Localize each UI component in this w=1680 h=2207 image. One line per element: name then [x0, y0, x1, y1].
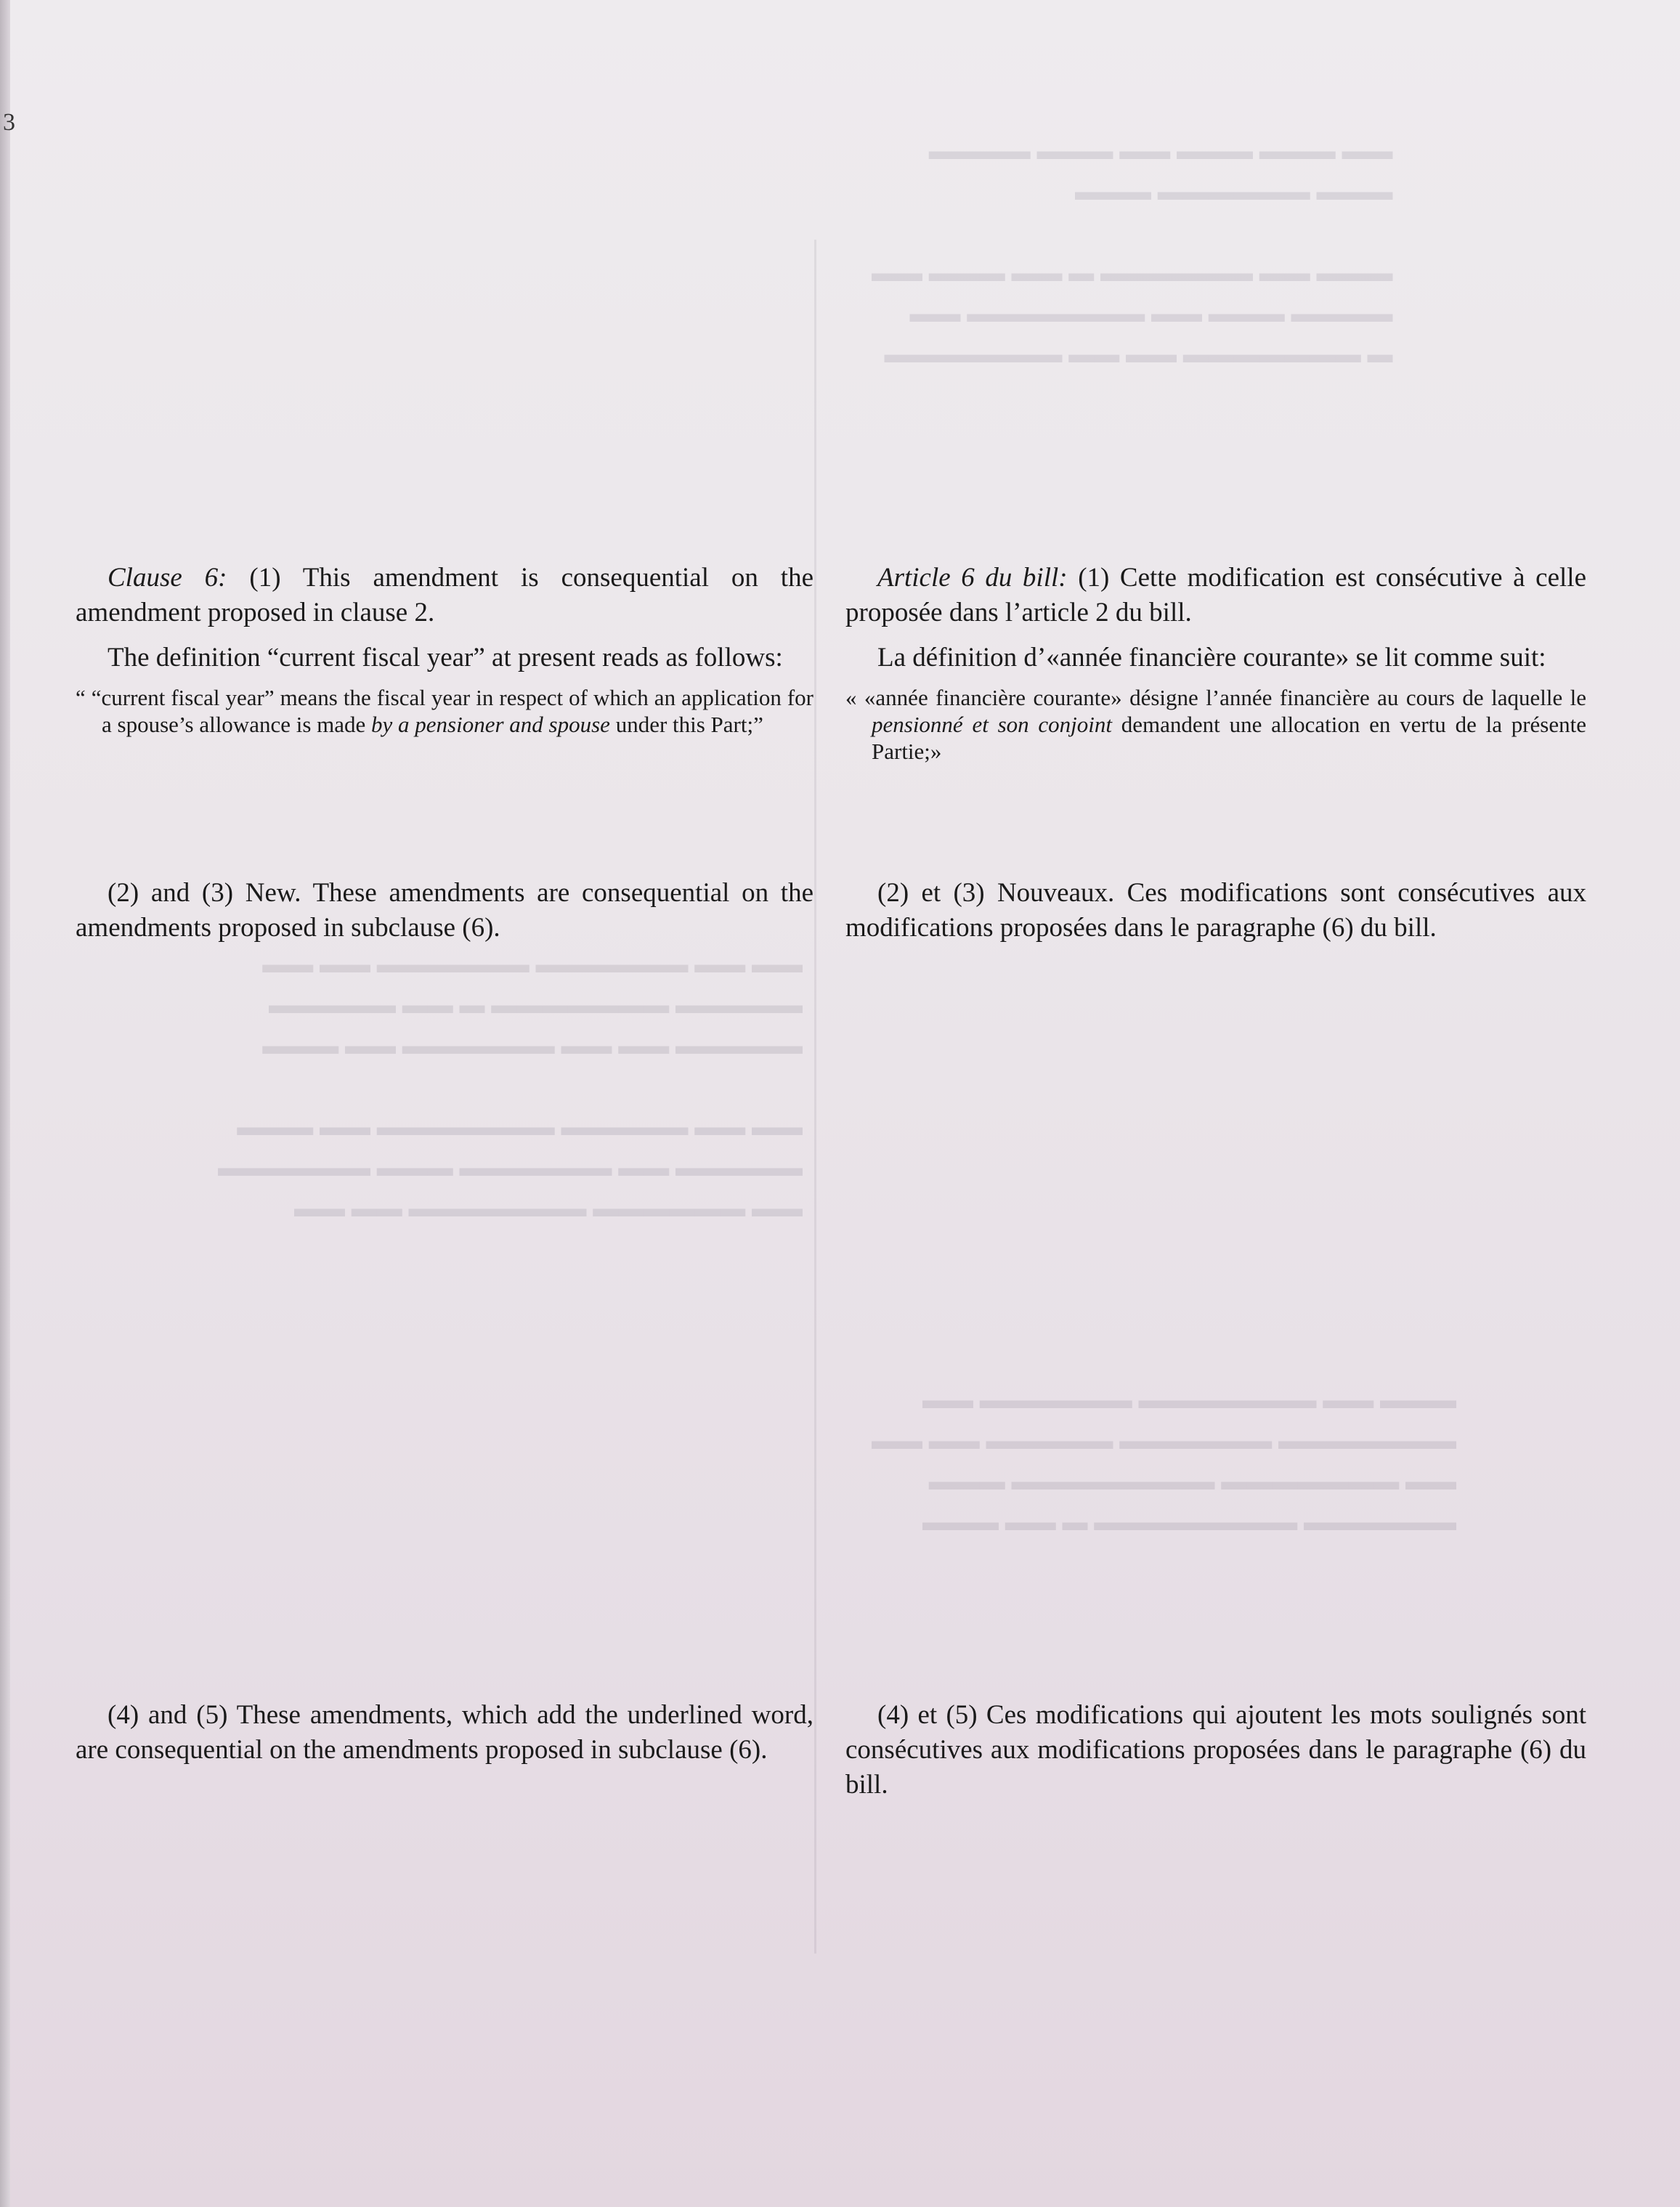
page-edge — [0, 0, 10, 2207]
clause-6-2-3-french — [845, 876, 1586, 946]
clause-6-2-3-en-text: (2) and (3) New. These amendments are consequential on the amendments proposed in subclause (6). — [76, 878, 813, 943]
definition-quote-en: “ “current fiscal year” means the fiscal year in respect of which an application for a spouse’s allowance is made by a pensioner and spouse under this Part;” — [76, 685, 813, 737]
clause-6-4-5-english — [76, 1698, 813, 1768]
clause-6-1-fr-para — [845, 561, 1586, 630]
clause-6-4-5-fr-text: (4) et (5) Ces modifications qui ajoutent les mots soulignés sont consécutives aux modifications proposées dans le paragraphe (6) du bill. — [845, 1700, 1586, 1800]
clause-6-1-fr-text: (1) Cette modification est consécutive à celle proposée dans l’article 2 du bill. — [845, 563, 1586, 627]
bleed-through-rule — [814, 240, 816, 1954]
clause-6-1-en-para — [76, 561, 813, 630]
definition-quote-fr: « «année financière courante» désigne l’année financière au cours de laquelle le pensionné et son conjoint demandent une allocation en vertu de la présente Partie;» — [845, 685, 1587, 764]
clause-6-1-french — [845, 561, 1586, 765]
clause-6-2-3-english — [76, 876, 813, 946]
clause-6-1-english — [76, 561, 813, 738]
bleed-through-text-2: ▬▬ ▬▬ ▬▬▬▬▬▬ ▬▬▬▬▬▬ ▬▬ ▬▬ ▬▬▬▬▬ ▬▬▬▬▬▬▬ ▬ ▬▬ ▬▬▬▬▬ ▬▬▬▬▬ ▬▬ ▬▬ ▬▬▬▬▬▬ ▬▬ ▬▬▬ ▬▬ ▬▬ ▬▬▬▬▬ ▬▬▬▬▬▬▬ ▬▬ ▬▬▬ ▬▬▬▬▬ ▬▬ ▬▬▬▬▬▬ ▬▬▬ ▬▬▬▬▬▬ ▬▬ ▬▬▬▬▬▬ ▬▬▬▬▬▬▬ ▬▬ ▬▬ — [218, 950, 803, 1222]
clause-6-4-5-french — [845, 1698, 1586, 1802]
margin-mark: 3 — [3, 109, 15, 136]
clause-heading-fr: Article 6 du bill: — [877, 563, 1068, 593]
bleed-through-text: ▬▬ ▬▬▬ ▬▬▬ ▬▬ ▬▬▬ ▬▬▬▬ ▬▬▬ ▬▬▬▬▬▬ ▬▬▬ ▬▬▬ ▬▬ ▬▬▬▬▬▬ ▬ ▬▬ ▬▬▬ ▬▬ ▬▬▬▬ ▬▬▬ ▬▬ ▬▬▬▬▬▬▬ ▬▬ ▬ ▬▬▬▬▬▬▬ ▬▬ ▬▬ ▬▬▬▬▬▬▬ — [872, 137, 1393, 368]
clause-6-1-en-text: (1) This amendment is consequential on the amendment proposed in clause 2. — [76, 563, 814, 627]
clause-heading-en: Clause 6: — [107, 563, 227, 593]
clause-6-4-5-en-text: (4) and (5) These amendments, which add the underlined word, are consequential on the amendments proposed in subclause (6). — [76, 1700, 813, 1765]
definition-intro-en: The definition “current fiscal year” at present reads as follows: — [107, 643, 783, 672]
clause-6-2-3-fr-text: (2) et (3) Nouveaux. Ces modifications sont consécutives aux modifications proposées dans le paragraphe (6) du bill. — [845, 878, 1586, 943]
definition-intro-fr: La définition d’«année financière courante» se lit comme suit: — [877, 643, 1546, 672]
bleed-through-text-3: ▬▬▬ ▬▬ ▬▬▬▬▬▬▬ ▬▬▬▬▬▬ ▬▬ ▬▬▬▬▬▬▬ ▬▬▬▬▬▬ ▬▬▬▬▬ ▬▬ ▬▬ ▬▬ ▬▬▬▬▬▬▬ ▬▬▬▬▬▬▬▬ ▬▬▬ ▬▬▬▬▬▬ ▬▬▬▬▬▬▬▬ ▬ ▬▬ ▬▬▬ — [872, 1386, 1456, 1536]
